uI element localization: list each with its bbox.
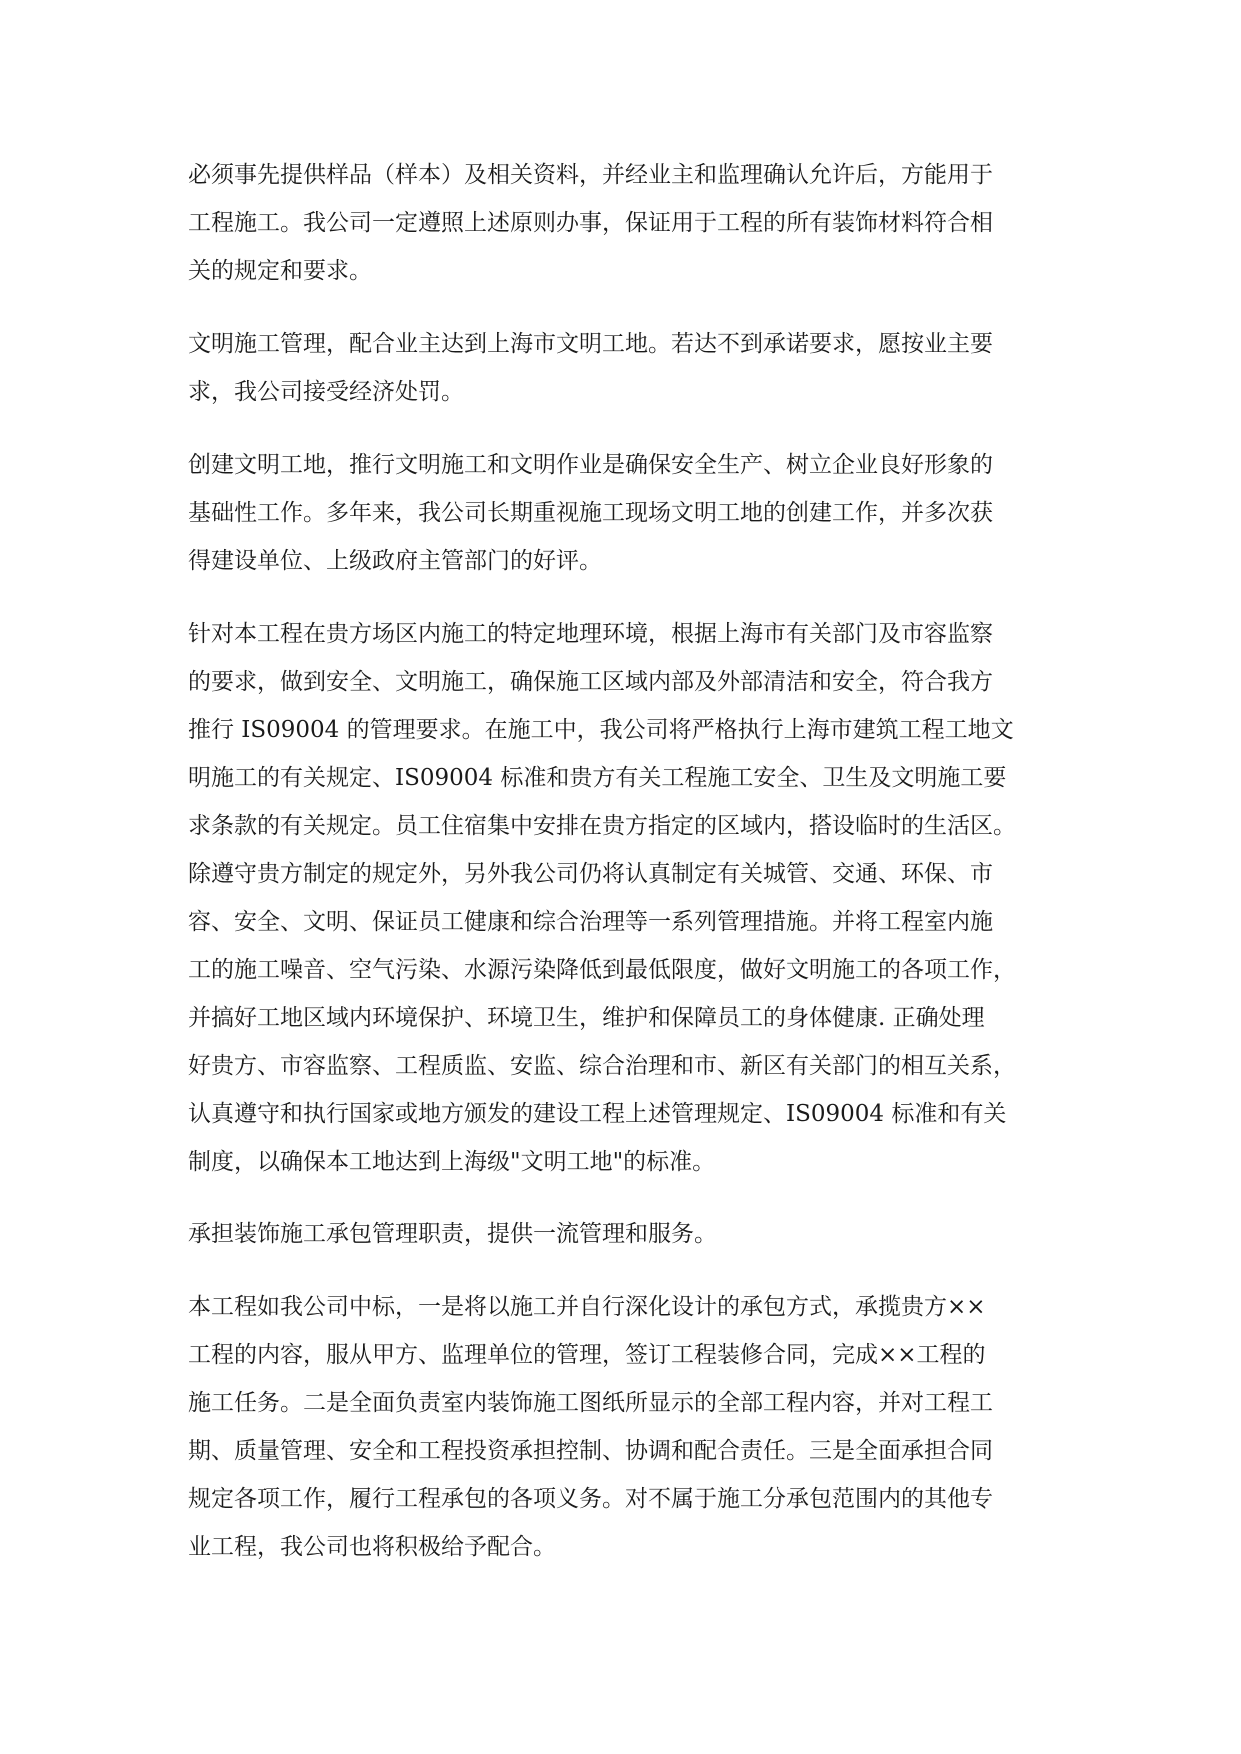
paragraph-bid-scope bbox=[188, 1283, 1068, 1571]
paragraph-material-samples bbox=[188, 151, 1068, 295]
paragraph-line: 求，我公司接受经济处罚。 bbox=[188, 379, 464, 405]
paragraph-line: 业工程，我公司也将积极给予配合。 bbox=[188, 1534, 556, 1560]
paragraph-line: 必须事先提供样品（样本）及相关资料，并经业主和监理确认允许后，方能用于 bbox=[188, 162, 993, 188]
paragraph-line: 施工任务。二是全面负责室内装饰施工图纸所显示的全部工程内容，并对工程工 bbox=[188, 1390, 993, 1416]
paragraph-line: 针对本工程在贵方场区内施工的特定地理环境，根据上海市有关部门及市容监察 bbox=[188, 621, 993, 647]
paragraph-line: 本工程如我公司中标，一是将以施工并自行深化设计的承包方式，承揽贵方×× bbox=[188, 1294, 986, 1320]
paragraph-line: 好贵方、市容监察、工程质监、安监、综合治理和市、新区有关部门的相互关系， bbox=[188, 1053, 1016, 1079]
paragraph-line: 的要求，做到安全、文明施工，确保施工区域内部及外部清洁和安全，符合我方 bbox=[188, 669, 993, 695]
paragraph-line: 承担装饰施工承包管理职责，提供一流管理和服务。 bbox=[188, 1221, 717, 1247]
paragraph-line: 并搞好工地区域内环境保护、环境卫生，维护和保障员工的身体健康. 正确处理 bbox=[188, 1005, 985, 1031]
paragraph-line: 明施工的有关规定、IS09004 标准和贵方有关工程施工安全、卫生及文明施工要 bbox=[188, 765, 1007, 791]
paragraph-contracting-duties bbox=[188, 1210, 1068, 1258]
paragraph-civilized-construction-management bbox=[188, 320, 1068, 416]
paragraph-line: 容、安全、文明、保证员工健康和综合治理等一系列管理措施。并将工程室内施 bbox=[188, 909, 993, 935]
paragraph-line: 工程施工。我公司一定遵照上述原则办事，保证用于工程的所有装饰材料符合相 bbox=[188, 210, 993, 236]
paragraph-line: 创建文明工地，推行文明施工和文明作业是确保安全生产、树立企业良好形象的 bbox=[188, 452, 993, 478]
paragraph-line: 文明施工管理，配合业主达到上海市文明工地。若达不到承诺要求，愿按业主要 bbox=[188, 331, 993, 357]
paragraph-line: 得建设单位、上级政府主管部门的好评。 bbox=[188, 548, 602, 574]
paragraph-line: 求条款的有关规定。员工住宿集中安排在贵方指定的区域内，搭设临时的生活区。 bbox=[188, 813, 1016, 839]
paragraph-line: 推行 IS09004 的管理要求。在施工中，我公司将严格执行上海市建筑工程工地文 bbox=[188, 717, 1014, 743]
paragraph-line: 关的规定和要求。 bbox=[188, 258, 372, 284]
paragraph-line: 基础性工作。多年来，我公司长期重视施工现场文明工地的创建工作，并多次获 bbox=[188, 500, 993, 526]
paragraph-line: 期、质量管理、安全和工程投资承担控制、协调和配合责任。三是全面承担合同 bbox=[188, 1438, 993, 1464]
paragraph-line: 工的施工噪音、空气污染、水源污染降低到最低限度，做好文明施工的各项工作， bbox=[188, 957, 1016, 983]
paragraph-site-environment-measures bbox=[188, 610, 1068, 1186]
paragraph-line: 除遵守贵方制定的规定外，另外我公司仍将认真制定有关城管、交通、环保、市 bbox=[188, 861, 993, 887]
paragraph-line: 规定各项工作，履行工程承包的各项义务。对不属于施工分承包范围内的其他专 bbox=[188, 1486, 993, 1512]
paragraph-civilized-site-creation bbox=[188, 441, 1068, 585]
paragraph-line: 认真遵守和执行国家或地方颁发的建设工程上述管理规定、IS09004 标准和有关 bbox=[188, 1101, 1007, 1127]
paragraph-line: 制度，以确保本工地达到上海级"文明工地"的标准。 bbox=[188, 1149, 716, 1175]
paragraph-line: 工程的内容，服从甲方、监理单位的管理，签订工程装修合同，完成××工程的 bbox=[188, 1342, 986, 1368]
